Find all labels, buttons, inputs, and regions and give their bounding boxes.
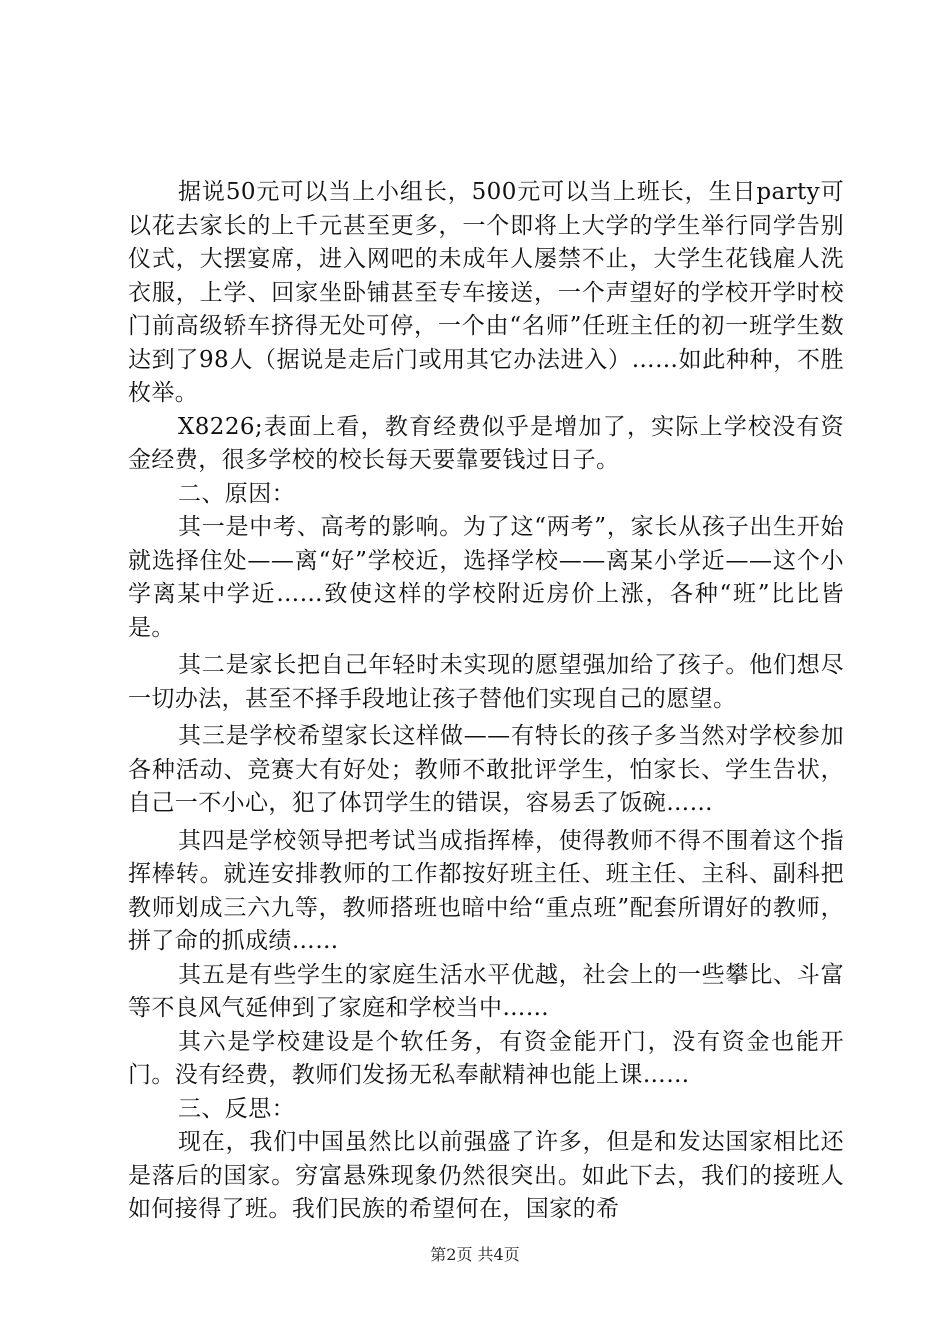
page-number-footer: 第2页 共4页 bbox=[430, 1245, 520, 1264]
paragraph: 据说50元可以当上小组长，500元可以当上班长，生日party可以花去家长的上千元甚至更多，一个即将上大学的学生举行同学告别仪式，大摆宴席，进入网吧的未成年人屡禁不止，大学生花钱雇人洗衣服，上学、回家坐卧铺甚至专车接送，一个声望好的学校开学时校门前高级轿车挤得无处可停，一个由“名师”任班主任的初一班学生数达到了98人（据说是走后门或用其它办法进入）……如此种种，不胜枚举。 bbox=[128, 179, 844, 406]
paragraph: 其三是学校希望家长这样做——有特长的孩子多当然对学校参加各种活动、竞赛大有好处；教师不敢批评学生，怕家长、学生告状，自己一不小心，犯了体罚学生的错误，容易丢了饭碗…… bbox=[128, 723, 844, 816]
document-body bbox=[128, 176, 844, 1227]
paragraph: X8226;表面上看，教育经费似乎是增加了，实际上学校没有资金经费，很多学校的校长每天要靠要钱过日子。 bbox=[128, 413, 844, 473]
paragraph: 其二是家长把自己年轻时未实现的愿望强加给了孩子。他们想尽一切办法，甚至不择手段地让孩子替他们实现自己的愿望。 bbox=[128, 652, 844, 712]
paragraph: 其五是有些学生的家庭生活水平优越，社会上的一些攀比、斗富等不良风气延伸到了家庭和学校当中…… bbox=[128, 961, 844, 1021]
paragraph: 现在，我们中国虽然比以前强盛了许多，但是和发达国家相比还是落后的国家。穷富悬殊现象仍然很突出。如此下去，我们的接班人如何接得了班。我们民族的希望何在，国家的希 bbox=[128, 1129, 844, 1222]
section-heading: 三、反思： bbox=[178, 1095, 295, 1122]
paragraph: 其六是学校建设是个软任务，有资金能开门，没有资金也能开门。没有经费，教师们发扬无私奉献精神也能上课…… bbox=[128, 1028, 844, 1088]
paragraph: 其一是中考、高考的影响。为了这“两考”，家长从孩子出生开始就选择住处——离“好”学校近，选择学校——离某小学近——这个小学离某中学近……致使这样的学校附近房价上涨，各种“班”比比皆是。 bbox=[128, 514, 844, 641]
paragraph: 其四是学校领导把考试当成指挥棒，使得教师不得不围着这个指挥棒转。就连安排教师的工作都按好班主任、班主任、主科、副科把教师划成三六九等，教师搭班也暗中给“重点班”配套所谓好的教师，拼了命的抓成绩…… bbox=[128, 827, 844, 954]
section-heading: 二、原因： bbox=[178, 480, 295, 507]
